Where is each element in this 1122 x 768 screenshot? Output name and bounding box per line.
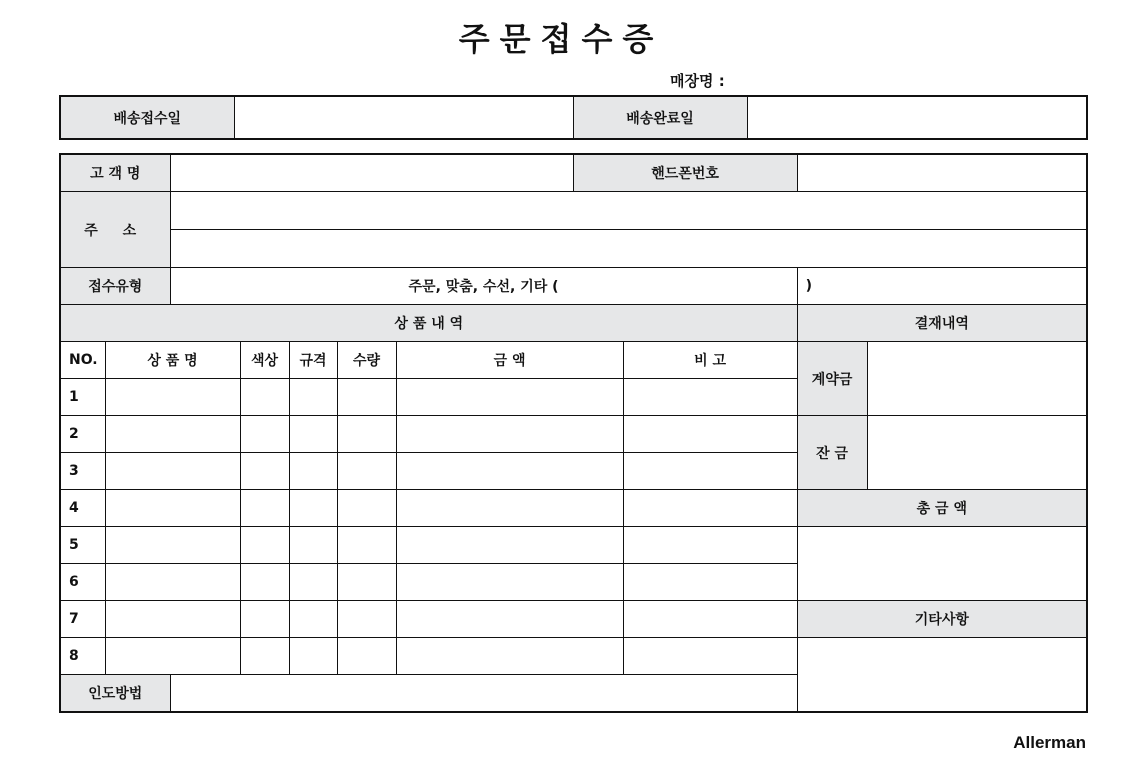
- order-type-options: 주문, 맞춤, 수선, 기타 (: [170, 268, 797, 305]
- note-cell[interactable]: [623, 564, 797, 601]
- amount-cell[interactable]: [396, 638, 623, 675]
- col-header-no: NO.: [60, 342, 105, 379]
- qty-cell[interactable]: [337, 527, 396, 564]
- delivery-method-field[interactable]: [170, 675, 797, 713]
- row-number: 2: [60, 416, 105, 453]
- size-cell[interactable]: [289, 453, 337, 490]
- qty-cell[interactable]: [337, 638, 396, 675]
- note-cell[interactable]: [623, 490, 797, 527]
- address-line-2[interactable]: [170, 230, 1087, 268]
- form-title: 주문접수증: [458, 20, 664, 58]
- col-header-product: 상 품 명: [105, 342, 240, 379]
- amount-cell[interactable]: [396, 601, 623, 638]
- color-cell[interactable]: [240, 416, 289, 453]
- deposit-field[interactable]: [867, 342, 1087, 416]
- qty-cell[interactable]: [337, 416, 396, 453]
- color-cell[interactable]: [240, 379, 289, 416]
- delivery-completed-field[interactable]: [747, 96, 1087, 139]
- size-cell[interactable]: [289, 490, 337, 527]
- row-number: 5: [60, 527, 105, 564]
- size-cell[interactable]: [289, 379, 337, 416]
- qty-cell[interactable]: [337, 564, 396, 601]
- delivery-completed-label: 배송완료일: [573, 96, 747, 139]
- size-cell[interactable]: [289, 416, 337, 453]
- delivery-received-label: 배송접수일: [60, 96, 234, 139]
- row-number: 6: [60, 564, 105, 601]
- row-number: 1: [60, 379, 105, 416]
- order-type-close: ): [797, 268, 1087, 305]
- qty-cell[interactable]: [337, 379, 396, 416]
- amount-cell[interactable]: [396, 379, 623, 416]
- amount-cell[interactable]: [396, 453, 623, 490]
- product-name-cell[interactable]: [105, 453, 240, 490]
- order-type-label: 접수유형: [60, 268, 170, 305]
- size-cell[interactable]: [289, 527, 337, 564]
- customer-name-label: 고 객 명: [60, 154, 170, 192]
- product-name-cell[interactable]: [105, 490, 240, 527]
- note-cell[interactable]: [623, 416, 797, 453]
- amount-cell[interactable]: [396, 564, 623, 601]
- other-notes-label: 기타사항: [797, 601, 1087, 638]
- note-cell[interactable]: [623, 638, 797, 675]
- qty-cell[interactable]: [337, 490, 396, 527]
- qty-cell[interactable]: [337, 601, 396, 638]
- other-notes-field[interactable]: [797, 638, 1087, 713]
- delivery-received-field[interactable]: [234, 96, 573, 139]
- phone-field[interactable]: [797, 154, 1087, 192]
- payment-title: 결재내역: [797, 305, 1087, 342]
- col-header-qty: 수량: [337, 342, 396, 379]
- address-label: 주 소: [60, 192, 170, 268]
- product-name-cell[interactable]: [105, 527, 240, 564]
- color-cell[interactable]: [240, 453, 289, 490]
- delivery-method-label: 인도방법: [60, 675, 170, 713]
- color-cell[interactable]: [240, 601, 289, 638]
- qty-cell[interactable]: [337, 453, 396, 490]
- color-cell[interactable]: [240, 638, 289, 675]
- row-number: 3: [60, 453, 105, 490]
- total-amount-label: 총 금 액: [797, 490, 1087, 527]
- note-cell[interactable]: [623, 453, 797, 490]
- balance-label: 잔 금: [797, 416, 867, 490]
- address-line-1[interactable]: [170, 192, 1087, 230]
- product-name-cell[interactable]: [105, 416, 240, 453]
- product-name-cell[interactable]: [105, 564, 240, 601]
- phone-label: 핸드폰번호: [573, 154, 797, 192]
- col-header-color: 색상: [240, 342, 289, 379]
- size-cell[interactable]: [289, 564, 337, 601]
- col-header-size: 규격: [289, 342, 337, 379]
- note-cell[interactable]: [623, 601, 797, 638]
- size-cell[interactable]: [289, 638, 337, 675]
- amount-cell[interactable]: [396, 490, 623, 527]
- balance-field[interactable]: [867, 416, 1087, 490]
- product-name-cell[interactable]: [105, 638, 240, 675]
- customer-name-field[interactable]: [170, 154, 573, 192]
- order-form-table: [59, 153, 1088, 713]
- col-header-note: 비 고: [623, 342, 797, 379]
- deposit-label: 계약금: [797, 342, 867, 416]
- color-cell[interactable]: [240, 527, 289, 564]
- product-name-cell[interactable]: [105, 601, 240, 638]
- brand-logo: Allerman: [1013, 733, 1086, 752]
- amount-cell[interactable]: [396, 416, 623, 453]
- delivery-date-table: [59, 95, 1088, 140]
- color-cell[interactable]: [240, 564, 289, 601]
- note-cell[interactable]: [623, 379, 797, 416]
- col-header-amount: 금 액: [396, 342, 623, 379]
- product-name-cell[interactable]: [105, 379, 240, 416]
- color-cell[interactable]: [240, 490, 289, 527]
- size-cell[interactable]: [289, 601, 337, 638]
- row-number: 4: [60, 490, 105, 527]
- store-name-label: 매장명 :: [670, 72, 725, 90]
- row-number: 8: [60, 638, 105, 675]
- total-amount-field[interactable]: [797, 527, 1087, 601]
- row-number: 7: [60, 601, 105, 638]
- items-section-title: 상 품 내 역: [60, 305, 797, 342]
- amount-cell[interactable]: [396, 527, 623, 564]
- note-cell[interactable]: [623, 527, 797, 564]
